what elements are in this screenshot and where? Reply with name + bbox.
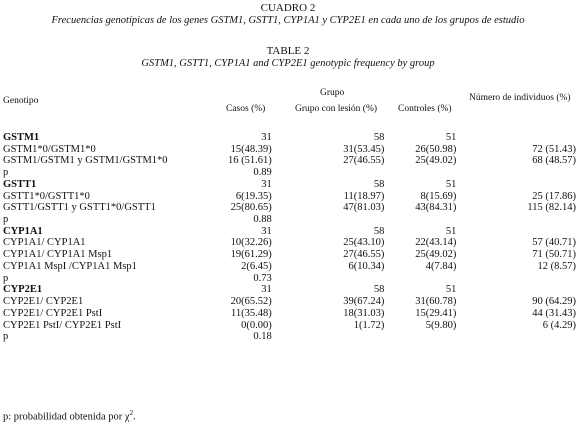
table-row [3,226,576,238]
lesion-cell: 31(53.45) [343,143,385,155]
table-row [3,202,576,214]
table-row [3,144,576,156]
header-casos: Casos (%) [226,104,266,114]
controles-cell: 25(49.02) [415,155,457,167]
table-row [3,179,576,191]
numero-cell: 44 (31.43) [532,307,576,319]
p-label: p [3,167,9,179]
controles-cell: 22(43.14) [415,237,457,249]
table-row [3,261,576,273]
lesion-total: 58 [373,225,385,237]
genotype-cell: CYP1A1/ CYP1A1 Msp1 [3,249,113,261]
casos-cell: 2(6.45) [241,260,272,272]
table-row [3,155,576,167]
controles-total: 51 [445,284,457,296]
header-numero-individuos: Número de individuos (%) [469,93,571,103]
table-row [3,308,576,320]
genotype-cell: CYP1A1/ CYP1A1 [3,237,86,249]
lesion-cell: 39(67.24) [343,296,385,308]
cuadro-label: CUADRO 2 [260,2,316,14]
footnote-suffix: . [133,411,136,423]
controles-total: 51 [445,178,457,190]
genotype-cell: GSTM1/GSTM1 y GSTM1/GSTM1*0 [3,155,168,167]
lesion-cell: 1(1.72) [353,319,385,331]
section-name: CYP2E1 [3,284,43,296]
header-genotipo: Genotipo [3,96,39,106]
controles-cell: 8(15.69) [420,190,457,202]
lesion-cell: 27(46.55) [343,249,385,261]
section-name: GSTT1 [3,178,37,190]
casos-total: 31 [261,225,272,237]
table-row [3,296,576,308]
header-grupo: Grupo [320,88,345,98]
casos-cell: 15(48.39) [230,143,272,155]
table-row [3,320,576,332]
genotype-cell: GSTT1/GSTT1 y GSTT1*0/GSTT1 [3,202,156,214]
genotype-cell: CYP2E1/ CYP2E1 [3,296,84,308]
lesion-cell: 27(46.55) [343,155,385,167]
table-row [3,237,576,249]
casos-cell: 16 (51.61) [227,155,272,167]
lesion-cell: 6(10.34) [348,260,385,272]
lesion-cell: 25(43.10) [343,237,385,249]
controles-total: 51 [445,225,457,237]
table-row [3,214,576,226]
genotype-cell: GSTT1*0/GSTT1*0 [3,190,90,202]
p-value: 0.18 [253,331,272,343]
numero-cell: 57 (40.71) [532,237,576,249]
numero-cell: 68 (48.57) [532,155,576,167]
genotype-cell: CYP2E1/ CYP2E1 PstI [3,307,103,319]
section-name: CYP1A1 [3,225,43,237]
casos-total: 31 [261,284,272,296]
table-label: TABLE 2 [266,45,310,57]
controles-cell: 25(49.02) [415,249,457,261]
casos-cell: 10(32.26) [230,237,272,249]
lesion-total: 58 [373,178,385,190]
table-row [3,167,576,179]
casos-cell: 6(19.35) [235,190,272,202]
table-row [3,132,576,144]
numero-total [456,132,576,144]
lesion-cell: 18(31.03) [343,307,385,319]
footnote-text: p: probabilidad obtenida por χ [3,411,130,423]
casos-cell: 19(61.29) [230,249,272,261]
controles-total: 51 [445,132,457,143]
lesion-total: 58 [373,284,385,296]
footnote-superscript: 2 [129,409,134,417]
controles-cell: 5(9.80) [425,319,457,331]
numero-cell: 12 (8.57) [537,260,576,272]
footnote [3,409,136,423]
genotype-cell: CYP2E1 PstI/ CYP2E1 PstI [3,319,122,331]
casos-cell: 11(35.48) [231,307,272,319]
p-label: p [3,214,9,226]
casos-cell: 25(80.65) [230,202,272,214]
numero-cell: 90 (64.29) [532,296,576,308]
header-con-lesion: Grupo con lesión (%) [295,104,378,114]
controles-cell: 4(7.84) [425,260,457,272]
p-value: 0.88 [253,214,272,226]
numero-cell: 25 (17.86) [532,190,576,202]
controles-cell: 15(29.41) [415,307,457,319]
lesion-cell: 47(81.03) [343,202,385,214]
lesion-total: 58 [373,132,385,143]
numero-cell: 6 (4.29) [542,319,576,331]
table-row [3,284,576,296]
table-row [3,249,576,261]
numero-cell: 71 (50.71) [532,249,576,261]
table-row [3,191,576,203]
spanish-title: Frecuencias genotípicas de los genes GSTM1, GSTT1, CYP1A1 y CYP2E1 en cada uno de los grupos de estudio [51,15,525,26]
section-name: GSTM1 [3,132,40,143]
p-value: 0.89 [253,167,272,179]
header-controles: Controles (%) [398,104,452,114]
casos-cell: 0(0.00) [241,319,272,331]
controles-cell: 26(50.98) [415,143,457,155]
lesion-cell: 11(18.97) [343,190,385,202]
english-title: GSTM1, GSTT1, CYP1A1 and CYP2E1 genotypic frequency by group [141,58,435,69]
controles-cell: 43(84.31) [415,202,457,214]
genotype-frequency-table [3,132,576,343]
casos-cell: 20(65.52) [230,296,272,308]
casos-total: 31 [261,178,272,190]
genotype-cell: CYP1A1 MspI /CYP1A1 Msp1 [3,260,137,272]
controles-cell: 31(60.78) [415,296,457,308]
p-label: p [3,331,9,343]
numero-cell: 115 (82.14) [527,202,576,214]
p-label: p [3,272,9,284]
casos-total: 31 [261,132,272,143]
table-row [3,331,576,343]
table-row [3,273,576,285]
genotype-cell: GSTM1*0/GSTM1*0 [3,143,96,155]
numero-cell: 72 (51.43) [532,143,576,155]
p-value: 0.73 [253,272,272,284]
